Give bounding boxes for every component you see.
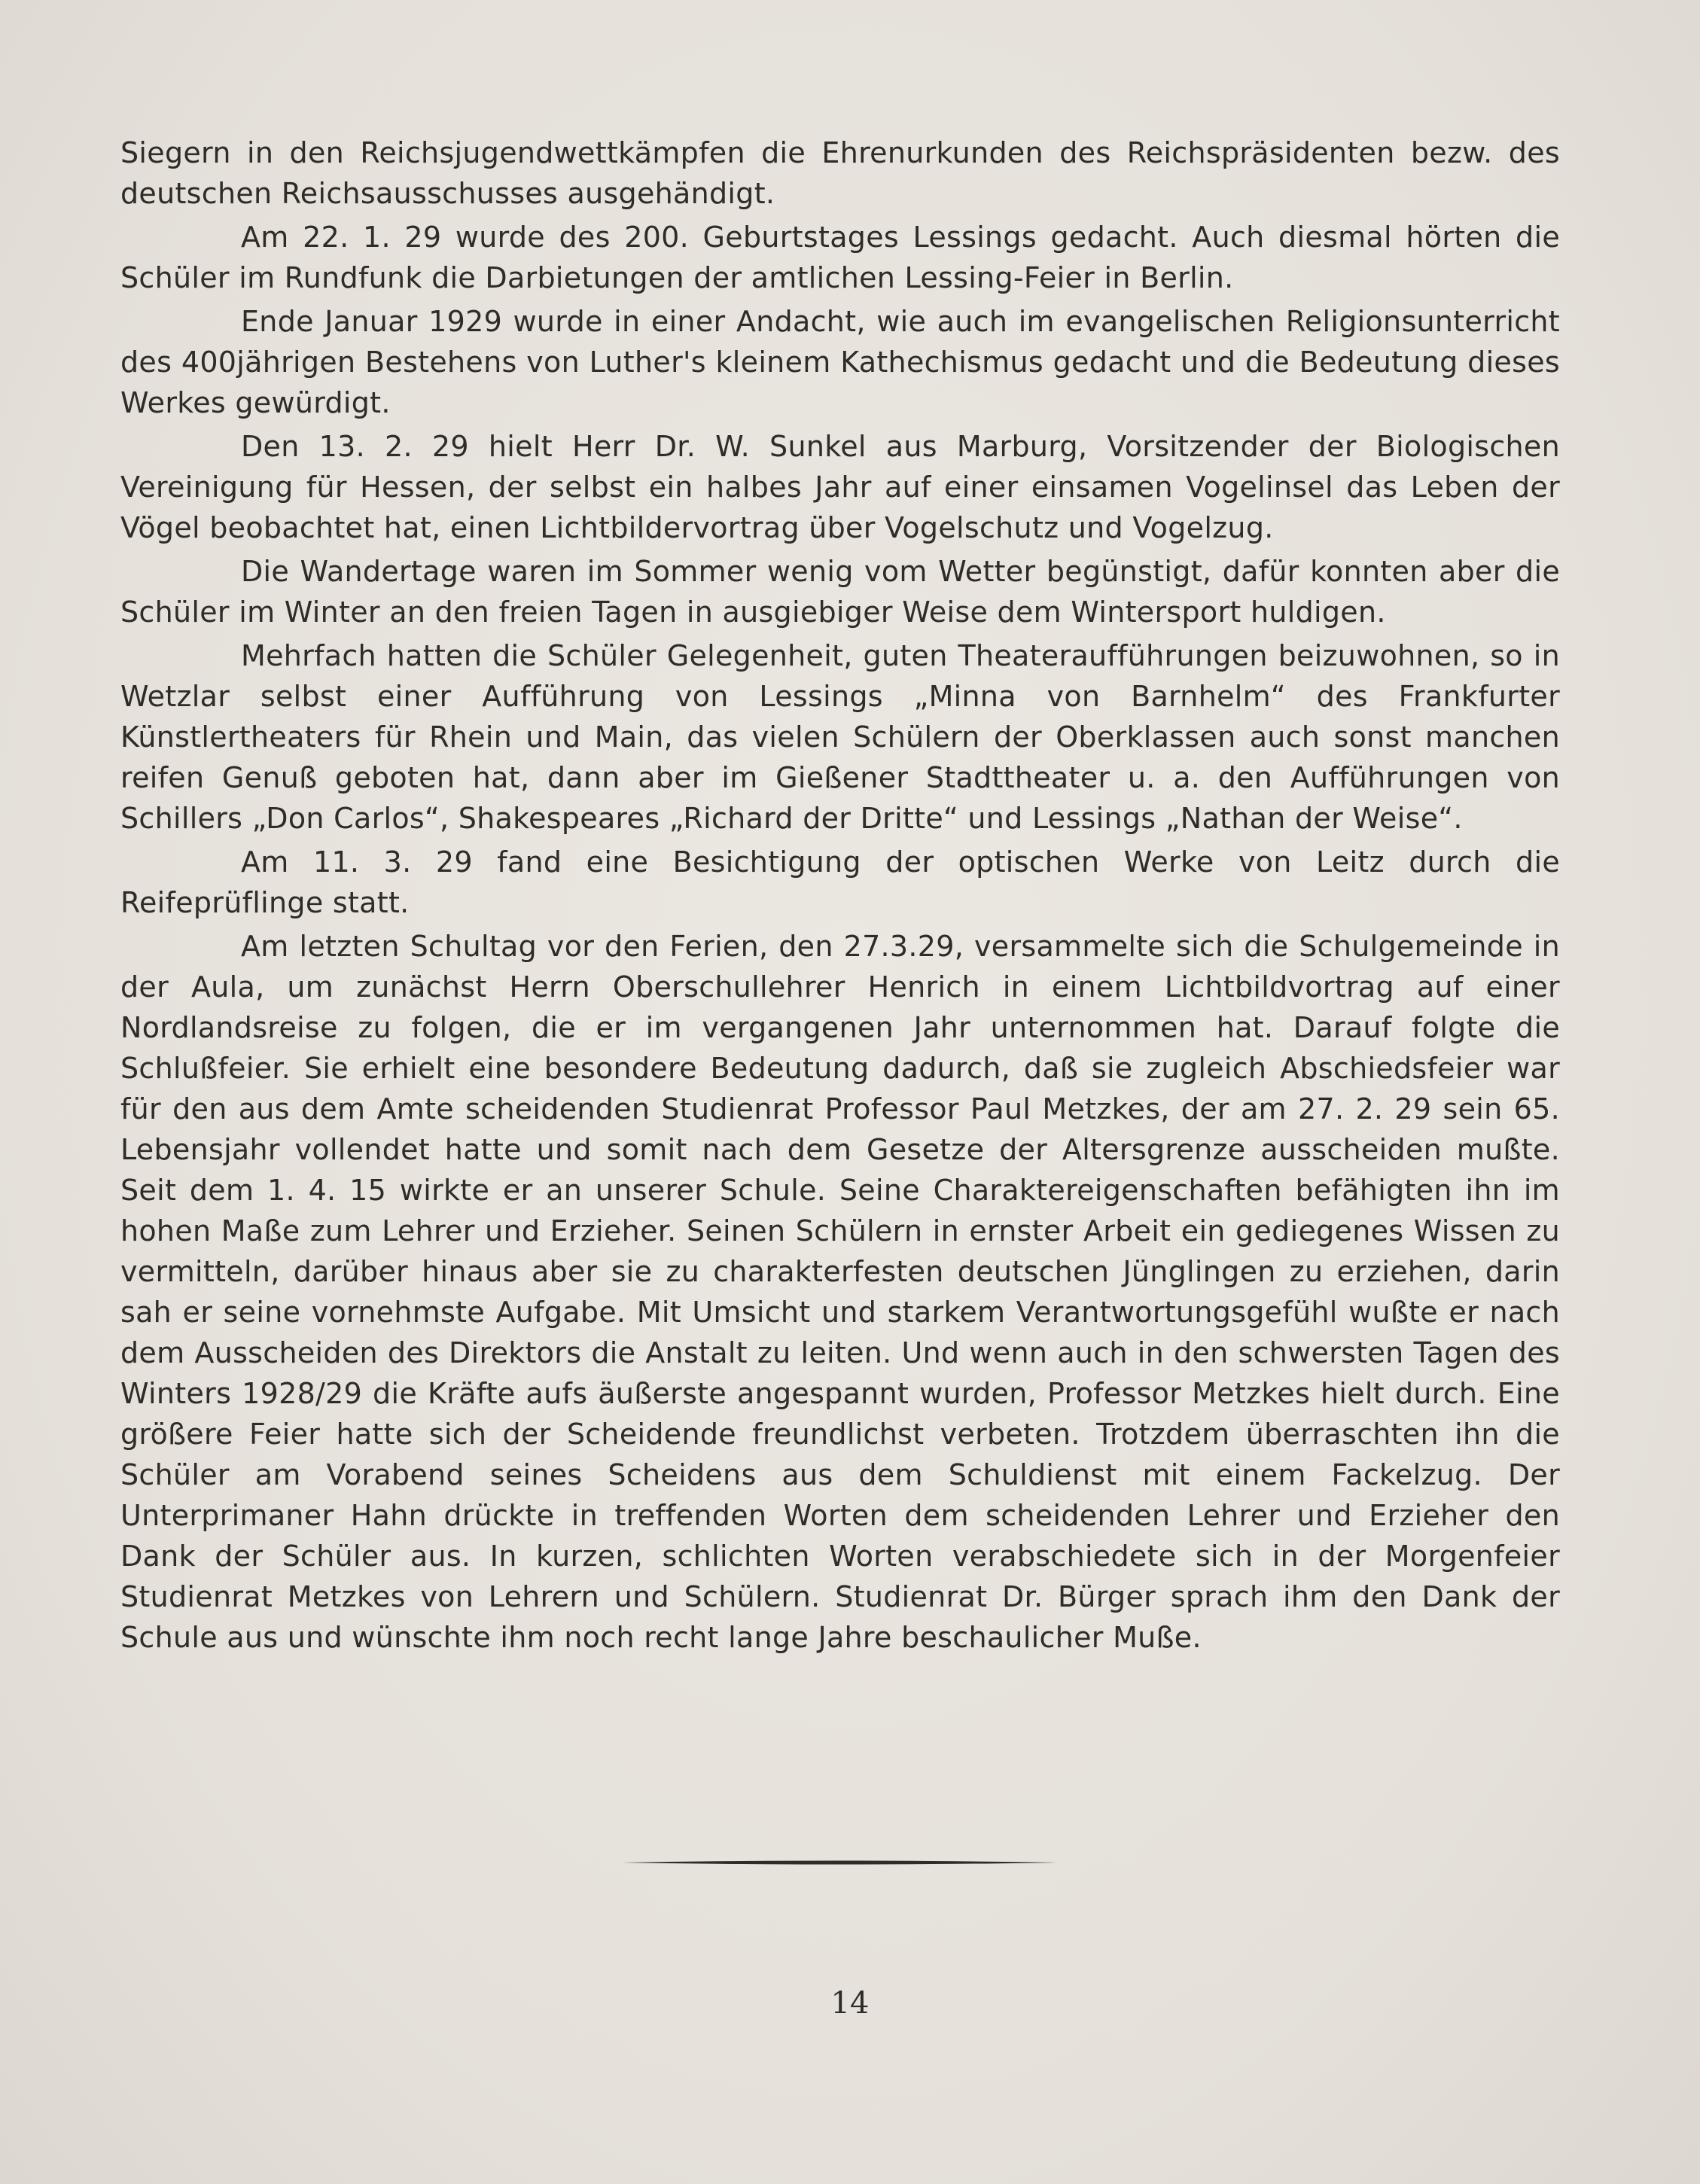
paragraph-4: Den 13. 2. 29 hielt Herr Dr. W. Sunkel aus Marburg, Vorsitzender der Biologischen Vereinigung für Hessen, der selbst ein halbes Jahr auf einer einsamen Vogelinsel das Leben der Vögel beobachtet hat, einen Lichtbildervortrag über Vogelschutz und Vogelzug.: [120, 430, 1560, 544]
paragraph-8: Am letzten Schultag vor den Ferien, den 27.3.29, versammelte sich die Schulgemeinde in der Aula, um zunächst Herrn Oberschullehrer Henrich in einem Lichtbildvortrag auf einer Nordlandsreise zu folgen, die er im vergangenen Jahr unternommen hat. Darauf folgte die Schlußfeier. Sie erhielt eine besondere Bedeutung dadurch, daß sie zugleich Abschiedsfeier war für den aus dem Amte scheidenden Studienrat Professor Paul Metzkes, der am 27. 2. 29 sein 65. Lebensjahr vollendet hatte und somit nach dem Gesetze der Altersgrenze ausscheiden mußte. Seit dem 1. 4. 15 wirkte er an unserer Schule. Seine Charaktereigenschaften befähigten ihn im hohen Maße zum Lehrer und Erzieher. Seinen Schülern in ernster Arbeit ein gediegenes Wissen zu vermitteln, darüber hinaus aber sie zu charakterfesten deutschen Jünglingen zu erziehen, darin sah er seine vornehmste Aufgabe. Mit Umsicht und starkem Verantwortungsgefühl wußte er nach dem Ausscheiden des Direktors die Anstalt zu leiten. Und wenn auch in den schwersten Tagen des Winters 1928/29 die Kräfte aufs äußerste angespannt wurden, Professor Metzkes hielt durch. Eine größere Feier hatte sich der Scheidende freundlichst verbeten. Trotzdem überraschten ihn die Schüler am Vorabend seines Scheidens aus dem Schuldienst mit einem Fackelzug. Der Unterprimaner Hahn drückte in treffenden Worten dem scheidenden Lehrer und Erzieher den Dank der Schüler aus. In kurzen, schlichten Worten verabschiedete sich in der Morgenfeier Studienrat Metzkes von Lehrern und Schülern. Studienrat Dr. Bürger sprach ihm den Dank der Schule aus und wünschte ihm noch recht lange Jahre beschaulicher Muße.: [120, 930, 1560, 1654]
section-divider-ornament: [622, 1860, 1056, 1866]
body-text: [120, 133, 1560, 1658]
paragraph-3: Ende Januar 1929 wurde in einer Andacht, wie auch im evangelischen Religionsunterricht des 400jährigen Bestehens von Luther's kleinem Kathechismus gedacht und die Bedeutung dieses Werkes gewürdigt.: [120, 305, 1560, 419]
paragraph-7: Am 11. 3. 29 fand eine Besichtigung der optischen Werke von Leitz durch die Reifeprüflinge statt.: [120, 845, 1560, 919]
paragraph-2: Am 22. 1. 29 wurde des 200. Geburtstages Lessings gedacht. Auch diesmal hörten die Schüler im Rundfunk die Darbietungen der amtlichen Lessing-Feier in Berlin.: [120, 221, 1560, 294]
paragraph-6: Mehrfach hatten die Schüler Gelegenheit, guten Theateraufführungen beizuwohnen, so in Wetzlar selbst einer Aufführung von Lessings „Minna von Barnhelm“ des Frankfurter Künstlertheaters für Rhein und Main, das vielen Schülern der Oberklassen auch sonst manchen reifen Genuß geboten hat, dann aber im Gießener Stadttheater u. a. den Aufführungen von Schillers „Don Carlos“, Shakespeares „Richard der Dritte“ und Lessings „Nathan der Weise“.: [120, 639, 1560, 835]
page-number: 14: [830, 1986, 870, 2021]
paragraph-1: Siegern in den Reichsjugendwettkämpfen die Ehrenurkunden des Reichspräsidenten bezw. des deutschen Reichsausschusses ausgehändigt.: [120, 136, 1560, 210]
paragraph-5: Die Wandertage waren im Sommer wenig vom Wetter begünstigt, dafür konnten aber die Schüler im Winter an den freien Tagen in ausgiebiger Weise dem Wintersport huldigen.: [120, 555, 1560, 629]
